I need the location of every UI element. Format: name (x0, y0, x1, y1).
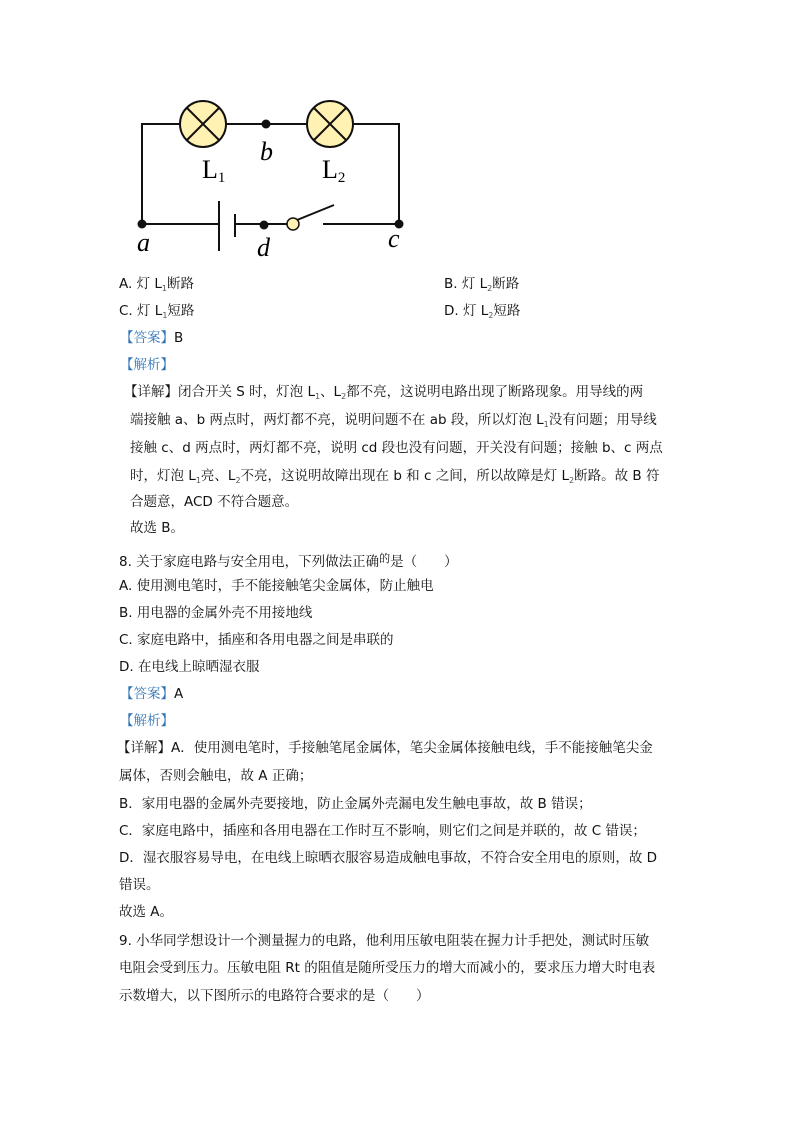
q9-question-line: 9. 小华同学想设计一个测量握力的电路，他利用压敏电阻装在握力计手把处，测试时压敏 (119, 933, 650, 949)
label-l2: L (322, 155, 338, 184)
label-l1: L (202, 155, 218, 184)
q8-option-d: D. 在电线上晾晒湿衣服 (119, 659, 260, 675)
svg-text:L1: L1 (202, 155, 226, 186)
q8-analysis-label: 【解析】 (120, 713, 174, 729)
q7-detail-line: 接触 c、d 两点时，两灯都不亮，说明 cd 段也没有问题，开关没有问题；接触 b、c 两点 (130, 440, 663, 456)
switch-lever (297, 205, 334, 220)
node-b (262, 120, 271, 129)
q7-detail-line: 合题意，ACD 不符合题意。 (130, 494, 299, 510)
q8-conclusion: 故选 A。 (119, 904, 174, 920)
q8-question: 8. 关于家庭电路与安全用电，下列做法正确$^的$是（ ） (119, 552, 458, 570)
q8-detail-line: 错误。 (119, 877, 160, 893)
node-d (260, 221, 269, 230)
q8-detail-line: B．家用电器的金属外壳要接地，防止金属外壳漏电发生触电事故，故 B 错误； (119, 796, 592, 812)
lamp-l2 (307, 101, 353, 147)
q8-answer: 【答案】A (120, 686, 184, 702)
q7-detail-line: 端接触 a、b 两点时，两灯都不亮，说明问题不在 ab 段，所以灯泡 $L_1$没有问题；用导线 (130, 412, 657, 429)
q8-option-a: A. 使用测电笔时，手不能接触笔尖金属体，防止触电 (119, 578, 434, 594)
q7-conclusion: 故选 B。 (130, 520, 185, 536)
q8-detail-line: C．家庭电路中，插座和各用电器在工作时互不影响，则它们之间是并联的，故 C 错误； (119, 823, 646, 839)
q8-option-b: B. 用电器的金属外壳不用接地线 (119, 605, 313, 621)
q7-option-d: D. 灯 $L_2$短路 (444, 303, 521, 320)
label-c: c (388, 224, 400, 253)
lamp-l1 (180, 101, 226, 147)
q9-question-line: 电阻会受到压力。压敏电阻 Rt 的阻值是随所受压力的增大而减小的，要求压力增大时电表 (119, 960, 656, 976)
q8-detail-line: 属体，否则会触电，故 A 正确； (119, 768, 313, 784)
q8-detail-line: D．湿衣服容易导电，在电线上晾晒衣服容易造成触电事故，不符合安全用电的原则，故 D (119, 850, 658, 866)
wire-top (142, 124, 180, 224)
svg-text:L2: L2 (322, 155, 346, 186)
label-a: a (137, 228, 150, 257)
q9-question-line: 示数增大，以下图所示的电路符合要求的是（ ） (119, 988, 430, 1004)
q7-option-c: C. 灯 $L_1$短路 (119, 303, 195, 320)
q7-option-b: B. 灯 $L_2$断路 (444, 276, 520, 293)
q7-answer: 【答案】B (120, 330, 184, 346)
q7-detail-line: 时，灯泡 $L_1$亮、$L_2$不亮，这说明故障出现在 b 和 c 之间，所以故障是灯 $L_2$断路。故 B 符 (130, 468, 660, 485)
label-b: b (260, 137, 273, 166)
circuit-diagram (0, 0, 794, 280)
switch-pivot (287, 218, 299, 230)
q8-detail-line: 【详解】A．使用测电笔时，手接触笔尾金属体，笔尖金属体接触电线，手不能接触笔尖金 (117, 740, 653, 756)
q8-option-c: C. 家庭电路中，插座和各用电器之间是串联的 (119, 632, 394, 648)
q7-analysis-label: 【解析】 (120, 357, 174, 373)
q7-detail-line: 【详解】闭合开关 S 时，灯泡 $L_1$、$L_2$都不亮，这说明电路出现了断路现象。用导线的两 (124, 384, 644, 401)
q7-option-a: A. 灯 $L_1$断路 (119, 276, 194, 293)
label-d: d (257, 233, 270, 262)
